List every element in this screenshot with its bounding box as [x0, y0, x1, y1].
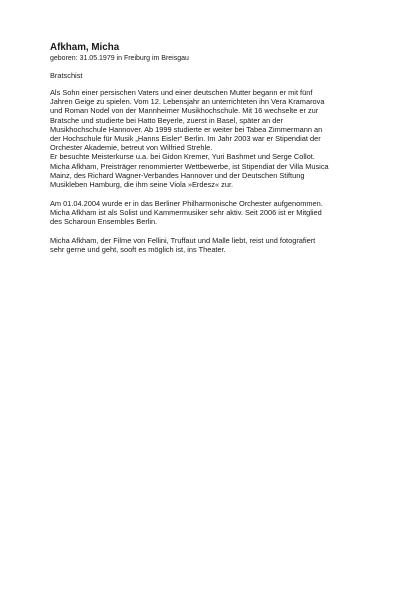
text-line: des Scharoun Ensembles Berlin.: [50, 217, 158, 227]
text-line: Am 01.04.2004 wurde er in das Berliner Philharmonische Orchester aufgenommen.: [50, 198, 323, 208]
text-line: Micha Afkham, Preisträger renommierter Wettbewerbe, ist Stipendiat der Villa Musica: [50, 161, 329, 171]
text-line: und Roman Nodel von der Mannheimer Musikhochschule. Mit 16 wechselte er zur: [50, 106, 319, 116]
text-line: Mainz, des Richard Wagner-Verbandes Hannover und der Deutschen Stiftung: [50, 170, 305, 180]
text-line: sehr gerne und geht, sooft es möglich ist, ins Theater.: [50, 245, 226, 255]
birth-info: geboren: 31.05.1979 in Freiburg im Breisgau: [50, 55, 189, 62]
instrument-role: Bratschist: [50, 71, 83, 80]
text-line: Micha Afkham, der Filme von Fellini, Truffaut und Malle liebt, reist und fotografiert: [50, 235, 316, 245]
text-line: Orchester Akademie, betreut von Wilfried Strehle.: [50, 143, 213, 153]
biography-paragraph: [50, 88, 370, 189]
orchestra-paragraph: [50, 199, 370, 227]
text-line: Als Sohn einer persischen Vaters und einer deutschen Mutter begann er mit fünf: [50, 88, 313, 97]
text-line: Musikleben Hamburg, die ihm seine Viola »Erdesz« zur.: [50, 180, 234, 190]
person-name: Afkham, Micha: [50, 42, 120, 53]
text-line: Jahren Geige zu spielen. Vom 12. Lebensjahr an unterrichteten ihn Vera Kramarova: [50, 97, 325, 107]
document-page: [50, 42, 370, 264]
text-line: der Hochschule für Musik „Hanns Eisler“ Berlin. Im Jahr 2003 war er Stipendiat der: [50, 134, 321, 144]
text-line: Bratsche und studierte bei Hatto Beyerle, zuerst in Basel, später an der: [50, 115, 283, 125]
text-line: Er besuchte Meisterkurse u.a. bei Gidon Kremer, Yuri Bashmet und Serge Collot.: [50, 152, 315, 162]
text-line: Micha Afkham ist als Solist und Kammermusiker sehr aktiv. Seit 2006 ist er Mitglied: [50, 207, 322, 217]
personal-paragraph: [50, 236, 370, 254]
text-line: Musikhochschule Hannover. Ab 1999 studierte er weiter bei Tabea Zimmermann an: [50, 124, 323, 134]
